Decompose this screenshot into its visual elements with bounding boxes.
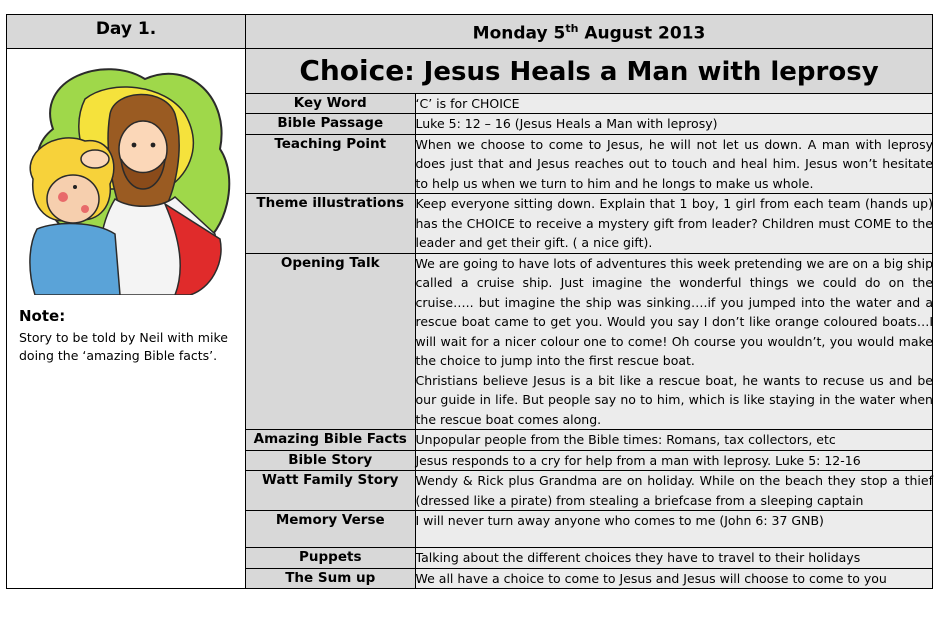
left-panel xyxy=(7,48,246,589)
table-row xyxy=(246,568,933,588)
table-row xyxy=(246,194,933,254)
row-label: Amazing Bible Facts xyxy=(246,430,415,451)
table-row xyxy=(246,134,933,194)
table-row xyxy=(246,511,933,548)
row-label: Opening Talk xyxy=(246,253,415,430)
day-label: Day 1. xyxy=(7,15,246,49)
row-value: Talking about the different choices they have to travel to their holidays xyxy=(415,548,933,569)
row-value: Keep everyone sitting down. Explain that 1 boy, 1 girl from each team (hands up) has the CHOICE to receive a mystery gift from leader? Children must COME to the leader and get their gift. ( a nice gift). xyxy=(415,194,933,254)
lesson-plan-table xyxy=(6,14,933,589)
row-value: When we choose to come to Jesus, he will not let us down. A man with leprosy does just that and Jesus reaches out to touch and heal him. Jesus won’t hesitate to help us when we turn to him and he longs to make us whole. xyxy=(415,134,933,194)
table-row xyxy=(246,471,933,511)
table-row xyxy=(246,548,933,569)
table-row xyxy=(246,430,933,451)
row-value: We all have a choice to come to Jesus and Jesus will choose to come to you xyxy=(415,568,933,588)
table-row xyxy=(246,94,933,114)
row-label: Memory Verse xyxy=(246,511,415,548)
row-value: Wendy & Rick plus Grandma are on holiday. While on the beach they stop a thief (dressed like a pirate) from stealing a briefcase from a sleeping captain xyxy=(415,471,933,511)
note-text: Story to be told by Neil with mike doing the ‘amazing Bible facts’. xyxy=(19,329,228,363)
row-label: Puppets xyxy=(246,548,415,569)
jesus-healing-illustration xyxy=(15,59,237,295)
lesson-title: Choice: Jesus Heals a Man with leprosy xyxy=(246,49,932,94)
row-label: Teaching Point xyxy=(246,134,415,194)
row-value: Luke 5: 12 – 16 (Jesus Heals a Man with leprosy) xyxy=(415,114,933,135)
row-label: Key Word xyxy=(246,94,415,114)
row-label: Theme illustrations xyxy=(246,194,415,254)
row-label: Bible Story xyxy=(246,450,415,471)
table-row xyxy=(246,450,933,471)
row-value: Jesus responds to a cry for help from a man with leprosy. Luke 5: 12-16 xyxy=(415,450,933,471)
lesson-details-table xyxy=(246,94,933,589)
table-row xyxy=(246,253,933,430)
lesson-panel xyxy=(246,48,933,589)
table-row xyxy=(246,114,933,135)
row-label: The Sum up xyxy=(246,568,415,588)
date-label: Monday 5th August 2013 xyxy=(246,15,933,49)
row-value: ‘C’ is for CHOICE xyxy=(415,94,933,114)
row-label: Watt Family Story xyxy=(246,471,415,511)
row-value: We are going to have lots of adventures this week pretending we are on a big ship called a cruise ship. Just imagine the wonderful things we could do on the cruise….. but imagine the ship was sinking….if you jumped into the water and a rescue boat came to get you. Would you say I don’t like orange coloured boats…I will wait for a nicer colour one to come! Oh course you wouldn’t, you would make the choice to jump into the first rescue boat. Christians believe Jesus is a bit like a rescue boat, he wants to recuse us and be our guide in life. But people say no to him, which is like staying in the water when the rescue boat comes along. xyxy=(415,253,933,430)
row-value: I will never turn away anyone who comes to me (John 6: 37 GNB) xyxy=(415,511,933,548)
row-label: Bible Passage xyxy=(246,114,415,135)
header-row xyxy=(7,15,933,49)
note-title: Note: xyxy=(19,306,66,325)
row-value: Unpopular people from the Bible times: Romans, tax collectors, etc xyxy=(415,430,933,451)
